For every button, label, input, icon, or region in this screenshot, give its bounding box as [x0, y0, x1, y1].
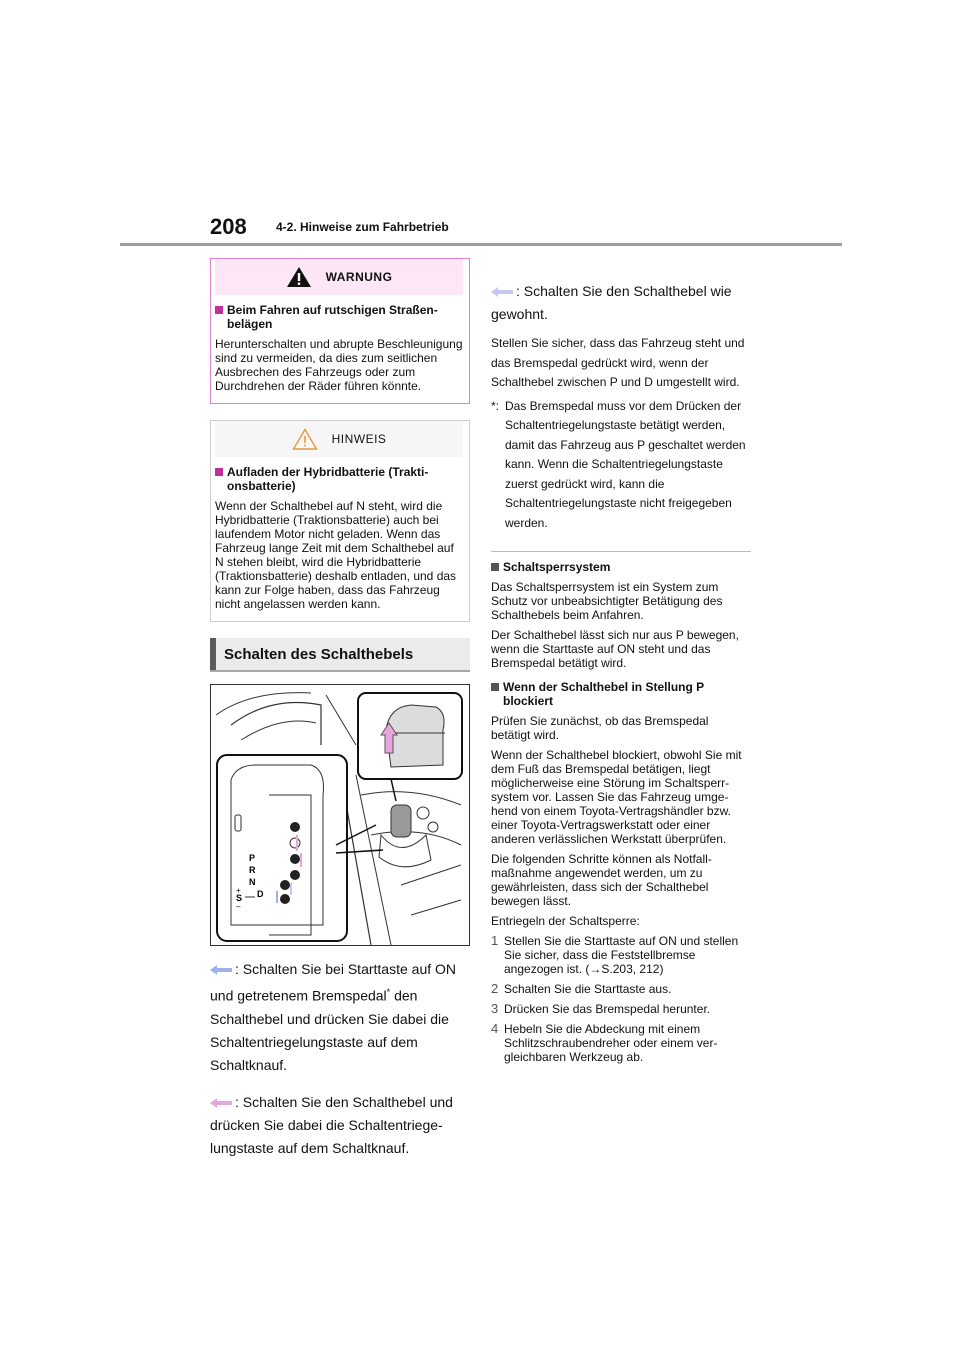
- gear-label-s: S: [236, 893, 243, 903]
- section-rule: [210, 670, 470, 672]
- notice-box: [210, 420, 470, 622]
- step-1: [491, 934, 751, 976]
- gear-label-minus: –: [236, 902, 241, 911]
- notice-text: Wenn der Schalthebel auf N steht, wird die Hybridbatterie (Traktionsbatterie) auch bei laufendem Motor nicht geladen. Wenn das Fahrzeug lange Zeit mit dem Schalthebel auf N stehen bleibt, wird die Hybridbatterie (Traktionsbatterie) deshalb entladen, und das kann zur Folge haben, dass das Fahrzeug nicht angelassen werden kann.: [215, 499, 457, 611]
- header-rule: [120, 243, 842, 246]
- instruction-c: [491, 280, 751, 326]
- instruction-a-text-end: den Schalthebel und drücken Sie dabei die Schaltentriegelungstaste auf dem Schaltknauf.: [210, 987, 449, 1073]
- step-4: [491, 1022, 751, 1064]
- notice-label: HINWEIS: [331, 432, 387, 446]
- blocked-p1: Prüfen Sie zunächst, ob das Bremspedal betätigt wird.: [491, 714, 709, 742]
- footnote: [491, 397, 751, 534]
- step-2: [491, 982, 751, 996]
- divider: [491, 551, 751, 552]
- page-number: 208: [210, 214, 247, 239]
- blocked-heading: [491, 680, 751, 708]
- bullet-square-icon: [215, 468, 223, 476]
- blue-arrow-icon: [210, 965, 232, 975]
- shift-note: Stellen Sie sicher, dass das Fahrzeug steht und das Bremspedal gedrückt wird, wenn der Schalthebel zwischen P und D umgestellt wird.: [491, 336, 745, 389]
- gear-shift-illustration: [210, 684, 470, 946]
- left-column: [210, 258, 470, 1160]
- warning-label: WARNUNG: [325, 270, 393, 284]
- section-header-title: 4-2. Hinweise zum Fahrbetrieb: [276, 220, 449, 234]
- instruction-b-text: : Schalten Sie den Schalthebel und drücken Sie dabei die Schaltentriegelungstaste auf dem Schaltknauf.: [210, 1093, 453, 1156]
- notice-heading-text: Aufladen der Hybridbatterie (Traktionsbatterie): [227, 465, 429, 493]
- right-column: [491, 258, 751, 1064]
- gear-label-p: P: [249, 853, 256, 863]
- warning-box: [210, 258, 470, 404]
- caution-triangle-icon: [292, 428, 318, 450]
- blocked-p2: Wenn der Schalthebel blockiert, obwohl Sie mit dem Fuß das Bremspedal betätigen, liegt möglicherweise eine Störung im Schaltsperrsystem vor. Lassen Sie das Fahrzeug umgehend von einem Toyota-Vertragshändler bzw. einer Toyota-Vertragswerkstatt oder einer anderen verlässlichen Werkstatt überprüfen.: [491, 748, 742, 846]
- lavender-arrow-icon: [491, 287, 513, 297]
- warning-text: Herunterschalten und abrupte Beschleunigung sind zu vermeiden, da dies zum seitlichen Ausbrechen des Fahrzeugs oder zum Durchdrehen der Räder führen könnte.: [215, 337, 463, 393]
- step-number: 3: [491, 1001, 499, 1016]
- gear-label-d: D: [257, 889, 264, 899]
- step-number: 2: [491, 981, 499, 996]
- blocked-p4: Entriegeln der Schaltsperre:: [491, 914, 640, 928]
- instruction-b: [210, 1091, 470, 1160]
- warning-triangle-icon: [286, 266, 312, 288]
- blocked-p3: Die folgenden Schritte können als Notfallmaßnahme angewendet werden, um zu gewährleisten, dass sich der Schalthebel bewegen lässt.: [491, 852, 712, 908]
- footnote-ref: *: [386, 987, 391, 997]
- gear-label-plus: +: [236, 886, 241, 895]
- shift-lock-heading-text: Schaltsperrsystem: [503, 560, 611, 574]
- shift-lock-heading: [491, 560, 751, 574]
- gear-label-n: N: [249, 877, 256, 887]
- warning-heading: [215, 303, 463, 331]
- warning-heading-text: Beim Fahren auf rutschigen Straßenbelägen: [227, 303, 438, 331]
- bullet-square-icon: [491, 683, 499, 691]
- bullet-square-icon: [215, 306, 223, 314]
- instruction-a: [210, 958, 470, 1077]
- step-number: 1: [491, 933, 499, 948]
- step-number: 4: [491, 1021, 499, 1036]
- instruction-c-text: : Schalten Sie den Schalthebel wie gewohnt.: [491, 283, 732, 322]
- blocked-heading-text: Wenn der Schalthebel in Stellung P blockiert: [503, 680, 704, 708]
- step-3: [491, 1002, 751, 1016]
- section-heading: Schalten des Schalthebels: [210, 638, 470, 670]
- step-text: Stellen Sie die Starttaste auf ON und stellen Sie sicher, dass die Feststellbremse angezogen ist. (→S.203, 212): [504, 934, 739, 976]
- notice-box-header: [215, 421, 463, 457]
- shift-lock-p1: Das Schaltsperrsystem ist ein System zum Schutz vor unbeabsichtigter Betätigung des Schalthebels beim Anfahren.: [491, 580, 723, 622]
- shift-lock-p2: Der Schalthebel lässt sich nur aus P bewegen, wenn die Starttaste auf ON steht und das Bremspedal betätigt wird.: [491, 628, 739, 670]
- footnote-mark: *:: [491, 398, 500, 413]
- step-text: Hebeln Sie die Abdeckung mit einem Schlitzschraubendreher oder einem vergleichbaren Werkzeug ab.: [504, 1022, 718, 1064]
- step-text: Schalten Sie die Starttaste aus.: [504, 982, 672, 996]
- gear-shift-drawing: [211, 685, 469, 945]
- footnote-text: Das Bremspedal muss vor dem Drücken der Schaltentriegelungstaste betätigt werden, damit das Fahrzeug aus P geschaltet werden kann. Wenn die Schaltentriegelungstaste zuerst gedrückt wird, kann die Schaltentriegelungstaste nicht freigegeben werden.: [505, 398, 746, 530]
- notice-heading: [215, 465, 463, 493]
- instruction-a-text: : Schalten Sie bei Starttaste auf ON und getretenem Bremspedal: [210, 961, 457, 1004]
- warning-box-header: [215, 259, 463, 295]
- step-text: Drücken Sie das Bremspedal herunter.: [504, 1002, 711, 1016]
- bullet-square-icon: [491, 563, 499, 571]
- pink-arrow-icon: [210, 1098, 232, 1108]
- gear-label-r: R: [249, 865, 256, 875]
